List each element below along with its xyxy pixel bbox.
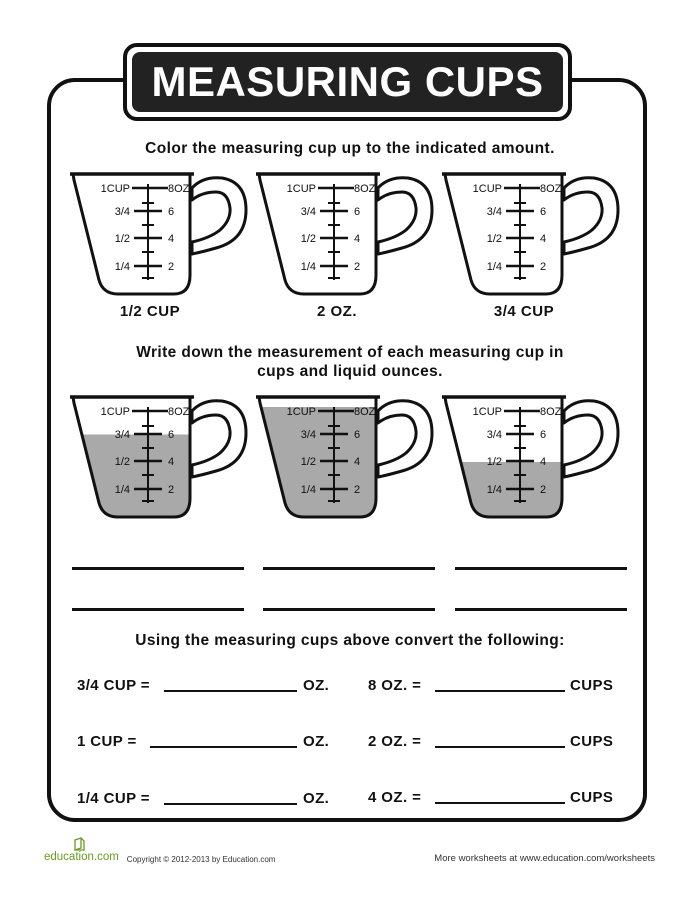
cup-handle [378, 178, 432, 254]
logo-text: education.com [44, 851, 119, 863]
ounce-label: 2 [354, 484, 361, 496]
cup-label: 3/4 [114, 429, 130, 441]
cup-handle [378, 401, 432, 477]
ounce-label: 6 [354, 429, 361, 441]
cup-label: 1/4 [300, 484, 316, 496]
conversion-prefix: 8 OZ. = [368, 677, 422, 694]
answer-line-cups-1[interactable] [72, 567, 244, 570]
cup-label: 1/4 [486, 261, 502, 273]
ounce-label: 2 [168, 484, 175, 496]
conversion-blank[interactable] [435, 746, 565, 748]
copyright-text: Copyright © 2012-2013 by Education.com [126, 855, 276, 864]
conversion-suffix: OZ. [303, 677, 330, 694]
measuring-cup-drawing [256, 393, 436, 521]
cup-handle [564, 401, 618, 477]
ounce-label: 8OZ [354, 183, 376, 195]
answer-line-oz-1[interactable] [72, 608, 244, 611]
conversion-suffix: CUPS [570, 733, 614, 750]
color-cup-2[interactable] [256, 170, 436, 298]
section2-instruction-line1: Write down the measurement of each measuring cup in [136, 344, 564, 361]
conversion-suffix: CUPS [570, 789, 614, 806]
cup-label: 1CUP [286, 183, 316, 195]
ounce-label: 4 [354, 456, 361, 468]
footer-left [44, 851, 275, 864]
cup-label: 1/4 [114, 261, 130, 273]
cup-handle [564, 178, 618, 254]
conversion-prefix: 2 OZ. = [368, 733, 422, 750]
ounce-label: 4 [168, 456, 175, 468]
ounce-label: 2 [540, 484, 547, 496]
cup-label: 3/4 [300, 429, 316, 441]
ounce-label: 2 [354, 261, 361, 273]
ounce-label: 4 [540, 456, 547, 468]
cup-label: 3/4 [486, 429, 502, 441]
cup-handle [192, 178, 246, 254]
conversion-blank[interactable] [164, 803, 297, 805]
section3-instruction: Using the measuring cups above convert the following: [135, 632, 565, 649]
page-title: MEASURING CUPS [151, 58, 544, 105]
cup-caption-2: 2 OZ. [316, 303, 357, 320]
cup-label: 3/4 [486, 206, 502, 218]
cup-label: 3/4 [114, 206, 130, 218]
cup-label: 1/2 [486, 456, 502, 468]
measuring-cup-drawing [256, 170, 436, 298]
ounce-label: 6 [540, 206, 547, 218]
cup-label: 1/2 [486, 233, 502, 245]
ounce-label: 8OZ [168, 406, 190, 418]
measuring-cup-drawing [70, 170, 250, 298]
answer-line-oz-2[interactable] [263, 608, 435, 611]
ounce-label: 8OZ [168, 183, 190, 195]
measuring-cup-drawing [442, 393, 622, 521]
conversion-suffix: OZ. [303, 733, 330, 750]
cup-caption-3: 3/4 CUP [493, 303, 555, 320]
conversion-blank[interactable] [150, 746, 297, 748]
ounce-label: 8OZ [540, 183, 562, 195]
conversion-prefix: 3/4 CUP = [77, 677, 150, 694]
answer-line-oz-3[interactable] [455, 608, 627, 611]
ounce-label: 4 [354, 233, 361, 245]
conversion-prefix: 4 OZ. = [368, 789, 422, 806]
conversion-blank[interactable] [435, 690, 565, 692]
conversion-blank[interactable] [435, 802, 565, 804]
cup-caption-1: 1/2 CUP [119, 303, 181, 320]
cup-label: 1CUP [100, 183, 130, 195]
title-background [132, 52, 563, 112]
read-cup-3 [442, 393, 622, 521]
ounce-label: 2 [540, 261, 547, 273]
conversion-prefix: 1/4 CUP = [77, 790, 150, 807]
answer-line-cups-2[interactable] [263, 567, 435, 570]
cup-label: 3/4 [300, 206, 316, 218]
cup-label: 1CUP [472, 406, 502, 418]
ounce-label: 4 [168, 233, 175, 245]
ounce-label: 8OZ [354, 406, 376, 418]
conversion-suffix: CUPS [570, 677, 614, 694]
cup-label: 1CUP [286, 406, 316, 418]
section1-instruction: Color the measuring cup up to the indicated amount. [145, 140, 555, 157]
color-cup-1[interactable] [70, 170, 250, 298]
cup-label: 1/2 [114, 233, 130, 245]
cup-label: 1CUP [100, 406, 130, 418]
ounce-label: 6 [168, 429, 175, 441]
title-banner [123, 43, 572, 121]
color-cup-3[interactable] [442, 170, 622, 298]
conversion-blank[interactable] [164, 690, 297, 692]
answer-line-cups-3[interactable] [455, 567, 627, 570]
cup-label: 1/2 [300, 233, 316, 245]
logo-mark-icon [72, 837, 86, 851]
cup-label: 1/4 [114, 484, 130, 496]
ounce-label: 8OZ [540, 406, 562, 418]
more-worksheets-link[interactable]: More worksheets at www.education.com/worksheets [434, 853, 655, 864]
ounce-label: 6 [354, 206, 361, 218]
section2-instruction-line2: cups and liquid ounces. [257, 363, 443, 380]
ounce-label: 2 [168, 261, 175, 273]
cup-handle [192, 401, 246, 477]
read-cup-1 [70, 393, 250, 521]
ounce-label: 6 [168, 206, 175, 218]
conversion-prefix: 1 CUP = [77, 733, 137, 750]
cup-label: 1/4 [486, 484, 502, 496]
ounce-label: 4 [540, 233, 547, 245]
measuring-cup-drawing [70, 393, 250, 521]
cup-label: 1CUP [472, 183, 502, 195]
read-cup-2 [256, 393, 436, 521]
cup-label: 1/4 [300, 261, 316, 273]
education-logo[interactable] [44, 851, 119, 864]
cup-label: 1/2 [300, 456, 316, 468]
measuring-cup-drawing [442, 170, 622, 298]
ounce-label: 6 [540, 429, 547, 441]
liquid-fill [70, 435, 250, 522]
cup-label: 1/2 [114, 456, 130, 468]
conversion-suffix: OZ. [303, 790, 330, 807]
